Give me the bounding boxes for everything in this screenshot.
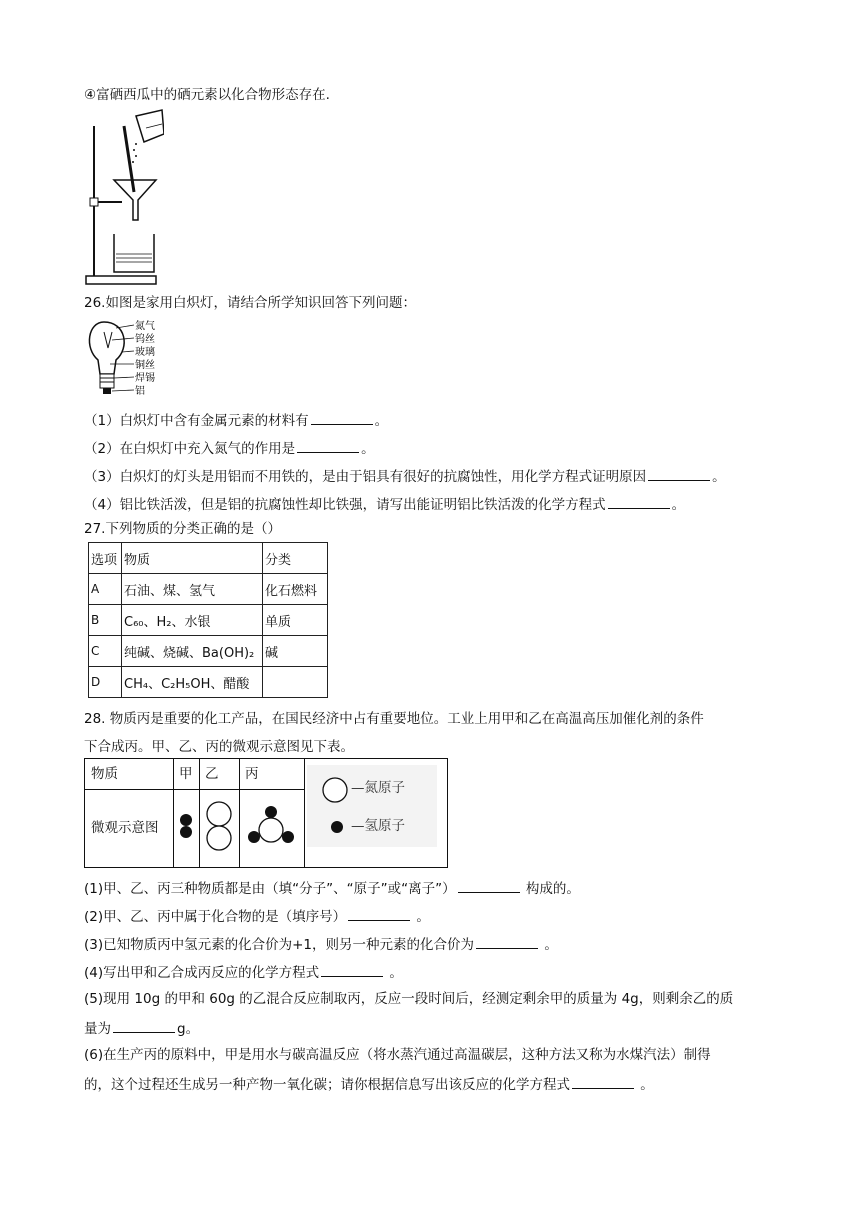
- answer-blank: [476, 934, 538, 949]
- table-row: [89, 574, 328, 605]
- bulb-label-nitrogen: 氮气: [135, 321, 155, 332]
- substance-cell: 石油、煤、氢气: [122, 574, 263, 605]
- table-row: [89, 636, 328, 667]
- substance-cell: 纯碱、烧碱、Ba(OH)₂: [122, 636, 263, 667]
- table-row: [89, 605, 328, 636]
- bulb-label-solder: 焊锡: [135, 373, 155, 384]
- table-header-cell: 选项: [89, 543, 122, 574]
- nitrogen-atom-legend-icon: [323, 778, 347, 802]
- incandescent-bulb-figure: [82, 318, 164, 402]
- q26-part4: （4）铝比铁活泼，但是铝的抗腐蚀性却比铁强，请写出能证明铝比铁活泼的化学方程式 。: [84, 494, 685, 514]
- legend-nitrogen-label: —氮原子: [351, 780, 405, 796]
- q25-item4: ④富硒西瓜中的硒元素以化合物形态存在.: [84, 87, 330, 103]
- answer-blank: [113, 1018, 175, 1033]
- atom-legend: [307, 765, 437, 847]
- q26-part2: （2）在白炽灯中充入氮气的作用是 。: [84, 438, 375, 458]
- table-header-jia: 甲: [179, 766, 193, 782]
- q26-stem: 26.如图是家用白炽灯，请结合所学知识回答下列问题：: [84, 295, 416, 311]
- yi-nitrogen-atom: [207, 826, 231, 850]
- table-row-label: 微观示意图: [91, 820, 159, 836]
- substance-cell: CH₄、C₂H₅OH、醋酸: [122, 667, 263, 698]
- substance-cell: C₆₀、H₂、水银: [122, 605, 263, 636]
- bulb-label-aluminum: 铝: [135, 386, 145, 397]
- q28-stem-line2: 下合成丙。甲、乙、丙的微观示意图见下表。: [84, 739, 354, 755]
- category-cell: [263, 667, 328, 698]
- molecule-diagrams: [173, 790, 304, 867]
- option-cell: C: [89, 636, 122, 667]
- bing-hydrogen-atom: [282, 831, 294, 843]
- bing-hydrogen-atom: [248, 831, 260, 843]
- bulb-label-copper: 铜丝: [135, 360, 155, 371]
- answer-blank: [348, 906, 410, 921]
- q28-part3: (3)已知物质丙中氢元素的化合价为+1，则另一种元素的化合价为 。: [84, 934, 558, 954]
- filtration-apparatus-figure: [84, 108, 164, 286]
- q28-part2: (2)甲、乙、丙中属于化合物的是（填序号） 。: [84, 906, 430, 926]
- option-cell: A: [89, 574, 122, 605]
- q26-part3: （3）白炽灯的灯头是用铝而不用铁的，是由于铝具有很好的抗腐蚀性，用化学方程式证明原因 。: [84, 466, 726, 486]
- q28-part1: (1)甲、乙、丙三种物质都是由（填“分子”、“原子”或“离子”） 构成的。: [84, 878, 580, 898]
- q26-part1: （1）白炽灯中含有金属元素的材料有 。: [84, 410, 388, 430]
- jia-hydrogen-atom: [180, 814, 192, 826]
- option-cell: D: [89, 667, 122, 698]
- answer-blank: [321, 962, 383, 977]
- answer-blank: [311, 410, 373, 425]
- answer-blank: [297, 438, 359, 453]
- answer-blank: [458, 878, 520, 893]
- table-header-yi: 乙: [205, 766, 219, 782]
- category-cell: 碱: [263, 636, 328, 667]
- option-cell: B: [89, 605, 122, 636]
- q28-part4: (4)写出甲和乙合成丙反应的化学方程式 。: [84, 962, 403, 982]
- bing-hydrogen-atom: [265, 806, 277, 818]
- bulb-label-glass: 玻璃: [135, 347, 155, 358]
- legend-hydrogen-label: —氢原子: [351, 818, 405, 834]
- q27-stem: 27.下列物质的分类正确的是（）: [84, 521, 281, 537]
- category-cell: 化石燃料: [263, 574, 328, 605]
- table-header-row: [89, 543, 328, 574]
- bulb-label-tungsten: 钨丝: [135, 334, 155, 345]
- table-header-cell: 物质: [122, 543, 263, 574]
- q28-micro-table: [84, 758, 448, 868]
- category-cell: 单质: [263, 605, 328, 636]
- q28-part5-line1: (5)现用 10g 的甲和 60g 的乙混合反应制取丙，反应一段时间后，经测定剩余甲的质量为 4g，则剩余乙的质: [84, 991, 734, 1007]
- q28-part6-line1: (6)在生产丙的原料中，甲是用水与碳高温反应（将水蒸汽通过高温碳层，这种方法又称为水煤汽法）制得: [84, 1047, 711, 1063]
- q28-part5-line2: 量为 g。: [84, 1018, 199, 1038]
- hydrogen-atom-legend-icon: [331, 821, 343, 833]
- q27-classification-table: [88, 542, 328, 698]
- answer-blank: [648, 466, 710, 481]
- answer-blank: [608, 494, 670, 509]
- table-header-cell: 分类: [263, 543, 328, 574]
- q28-part6-line2: 的，这个过程还生成另一种产物一氧化碳；请你根据信息写出该反应的化学方程式 。: [84, 1074, 654, 1094]
- bing-nitrogen-atom: [259, 818, 283, 842]
- jia-hydrogen-atom: [180, 826, 192, 838]
- yi-nitrogen-atom: [207, 802, 231, 826]
- table-row: [89, 667, 328, 698]
- table-header-bing: 丙: [245, 766, 259, 782]
- answer-blank: [572, 1074, 634, 1089]
- table-header-substance: 物质: [91, 766, 118, 782]
- q28-stem-line1: 28. 物质丙是重要的化工产品，在国民经济中占有重要地位。工业上用甲和乙在高温高压加催化剂的条件: [84, 711, 704, 727]
